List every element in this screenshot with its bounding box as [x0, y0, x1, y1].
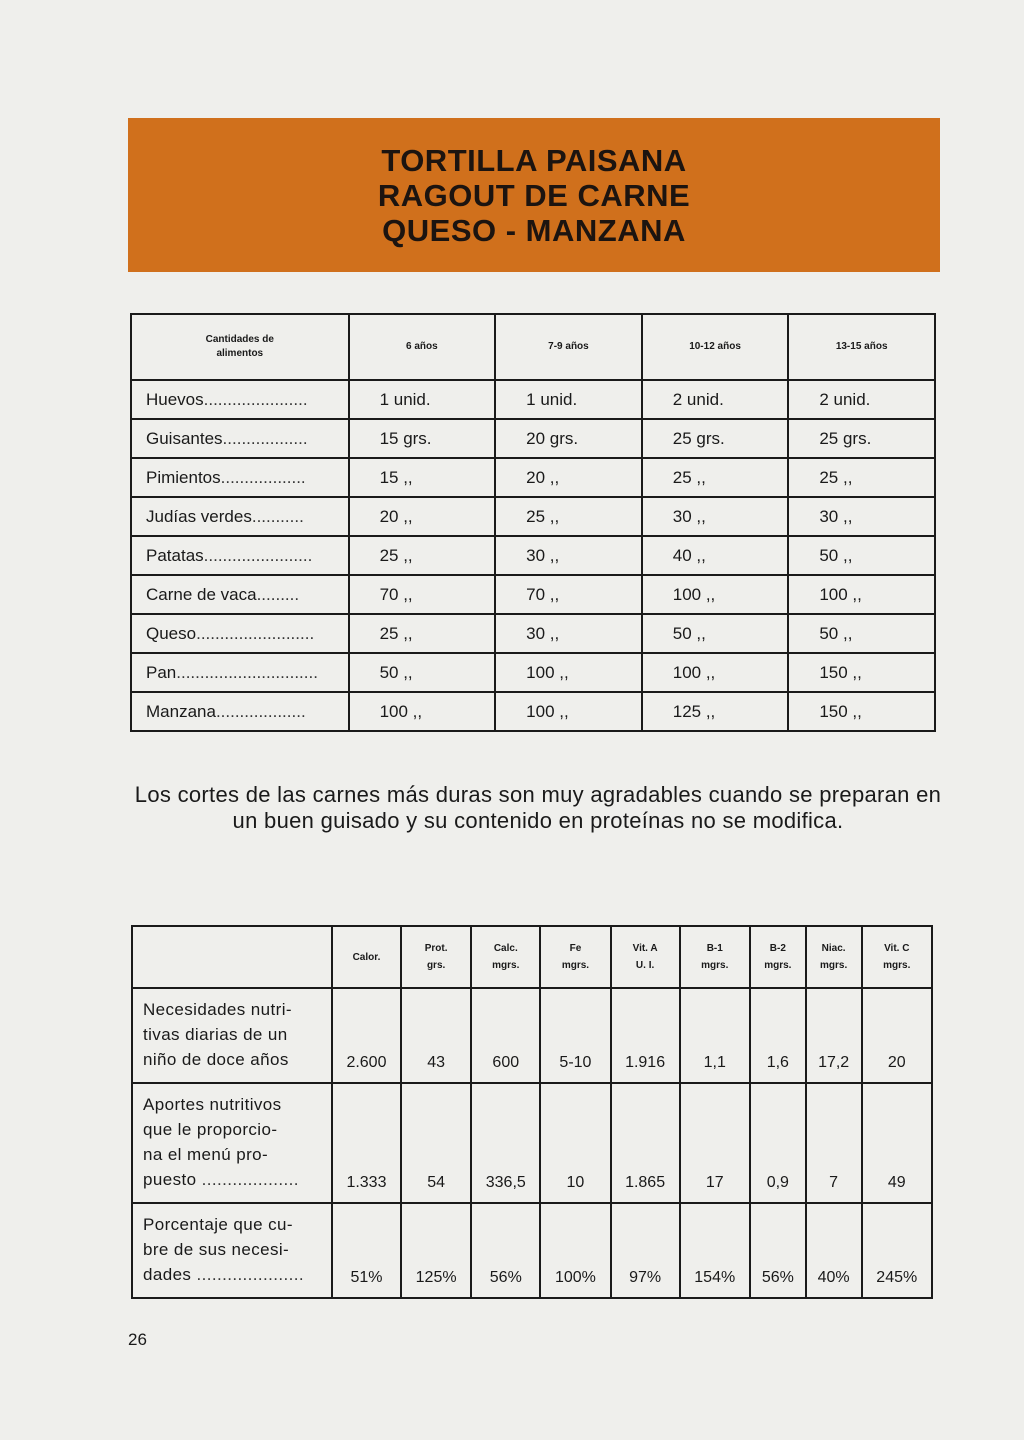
nutrition-value-cell: 100% [540, 1203, 610, 1298]
food-quantity-cell: 2 unid. [642, 380, 789, 419]
food-quantity-cell: 15 ,, [349, 458, 496, 497]
food-name-cell [131, 536, 349, 575]
nutrient-header: Prot. grs. [401, 926, 471, 988]
food-row [131, 458, 935, 497]
nutrition-row [132, 1203, 932, 1298]
label-line: Necesidades nutri- [143, 1000, 292, 1019]
nutrition-value-cell: 1,1 [680, 988, 750, 1083]
food-name-cell [131, 458, 349, 497]
food-quantity-cell: 50 ,, [349, 653, 496, 692]
food-name-cell [131, 497, 349, 536]
food-quantity-cell: 100 ,, [349, 692, 496, 731]
label-line: puesto [143, 1170, 197, 1189]
food-row [131, 692, 935, 731]
nutrition-value-cell: 56% [471, 1203, 540, 1298]
food-quantity-cell: 15 grs. [349, 419, 496, 458]
nutrient-header: Calc. mgrs. [471, 926, 540, 988]
leader-dots: ........... [251, 506, 304, 526]
food-quantity-cell: 100 ,, [642, 575, 789, 614]
nutrition-row [132, 988, 932, 1083]
leader-dots: ...................... [203, 389, 308, 409]
food-quantity-cell: 70 ,, [349, 575, 496, 614]
food-quantity-cell: 40 ,, [642, 536, 789, 575]
label-line: na el menú pro- [143, 1145, 269, 1164]
food-quantities-table [130, 313, 936, 732]
nutrient-header: Niac. mgrs. [806, 926, 862, 988]
nutrition-value-cell: 7 [806, 1083, 862, 1203]
nutrition-value-cell: 54 [401, 1083, 471, 1203]
leader-dots: ......... [256, 584, 300, 604]
leader-dots: .................. [222, 428, 308, 448]
food-quantity-cell: 25 grs. [642, 419, 789, 458]
leader-dots: ....................... [203, 545, 313, 565]
nutrient-header: B-1 mgrs. [680, 926, 750, 988]
nutrient-header: Vit. A U. I. [611, 926, 680, 988]
food-quantity-cell: 25 ,, [349, 536, 496, 575]
nutrition-value-cell: 5-10 [540, 988, 610, 1083]
food-name: Manzana [146, 701, 216, 721]
nutrition-row-label [132, 1203, 332, 1298]
food-row [131, 575, 935, 614]
nutrition-corner-cell [132, 926, 332, 988]
nutrition-table-header [132, 926, 932, 988]
nutrient-header: Vit. C mgrs. [862, 926, 932, 988]
food-quantity-cell: 150 ,, [788, 653, 935, 692]
label-line: Porcentaje que cu- [143, 1215, 293, 1234]
leader-dots: .................. [220, 467, 306, 487]
menu-title-line-3: QUESO - MANZANA [382, 212, 686, 248]
food-quantity-cell: 100 ,, [788, 575, 935, 614]
nutrition-value-cell: 20 [862, 988, 932, 1083]
food-name: Pimientos [146, 467, 221, 487]
nutrition-value-cell: 1.916 [611, 988, 680, 1083]
leader-dots: ......................... [196, 623, 315, 643]
menu-title-line-1: TORTILLA PAISANA [381, 142, 687, 178]
label-line: que le proporcio- [143, 1120, 278, 1139]
nutrition-value-cell: 125% [401, 1203, 471, 1298]
food-name: Huevos [146, 389, 204, 409]
food-quantity-cell: 20 ,, [495, 458, 642, 497]
age-header: 10-12 años [642, 314, 789, 380]
menu-title-banner [128, 118, 940, 272]
food-quantity-cell: 50 ,, [788, 614, 935, 653]
food-table-header [131, 314, 935, 380]
food-quantity-cell: 2 unid. [788, 380, 935, 419]
leader-dots: ..................... [196, 1265, 305, 1284]
food-name: Patatas [146, 545, 204, 565]
food-quantity-cell: 30 ,, [495, 536, 642, 575]
food-name: Carne de vaca [146, 584, 257, 604]
food-row [131, 536, 935, 575]
nutrition-value-cell: 97% [611, 1203, 680, 1298]
food-name-cell [131, 614, 349, 653]
food-quantity-cell: 25 grs. [788, 419, 935, 458]
leader-dots: ................... [215, 701, 306, 721]
food-quantity-cell: 25 ,, [788, 458, 935, 497]
label-line: bre de sus necesi- [143, 1240, 290, 1259]
nutrition-value-cell: 600 [471, 988, 540, 1083]
nutrition-value-cell: 1.333 [332, 1083, 401, 1203]
food-quantity-cell: 30 ,, [788, 497, 935, 536]
nutrient-header: Calor. [332, 926, 401, 988]
food-quantity-cell: 20 grs. [495, 419, 642, 458]
label-line: dades [143, 1265, 192, 1284]
nutrition-table [131, 925, 933, 1299]
nutrition-row-label [132, 988, 332, 1083]
food-quantity-cell: 25 ,, [642, 458, 789, 497]
label-line: niño de doce años [143, 1050, 289, 1069]
food-quantity-cell: 100 ,, [642, 653, 789, 692]
nutrition-value-cell: 43 [401, 988, 471, 1083]
nutrition-value-cell: 336,5 [471, 1083, 540, 1203]
nutrition-value-cell: 10 [540, 1083, 610, 1203]
food-quantity-cell: 25 ,, [349, 614, 496, 653]
food-quantity-cell: 1 unid. [495, 380, 642, 419]
nutrition-value-cell: 2.600 [332, 988, 401, 1083]
page-number: 26 [128, 1330, 147, 1349]
leader-dots: ................... [201, 1170, 299, 1189]
nutrition-value-cell: 49 [862, 1083, 932, 1203]
food-name-cell [131, 575, 349, 614]
food-quantity-cell: 100 ,, [495, 653, 642, 692]
food-table-label-header: Cantidades de alimentos [131, 314, 349, 380]
food-name-cell [131, 419, 349, 458]
food-quantity-cell: 50 ,, [642, 614, 789, 653]
food-row [131, 419, 935, 458]
food-name-cell [131, 380, 349, 419]
nutrition-value-cell: 17,2 [806, 988, 862, 1083]
food-name-cell [131, 653, 349, 692]
nutrition-value-cell: 1,6 [750, 988, 806, 1083]
nutrition-value-cell: 40% [806, 1203, 862, 1298]
food-quantity-cell: 30 ,, [495, 614, 642, 653]
food-row [131, 380, 935, 419]
food-quantity-cell: 25 ,, [495, 497, 642, 536]
nutrition-value-cell: 154% [680, 1203, 750, 1298]
age-header: 6 años [349, 314, 496, 380]
nutrition-value-cell: 56% [750, 1203, 806, 1298]
leader-dots: .............................. [176, 662, 318, 682]
label-line: Aportes nutritivos [143, 1095, 282, 1114]
food-name: Queso [146, 623, 197, 643]
food-quantity-cell: 150 ,, [788, 692, 935, 731]
food-name: Guisantes [146, 428, 223, 448]
food-quantity-cell: 20 ,, [349, 497, 496, 536]
food-quantity-cell: 50 ,, [788, 536, 935, 575]
nutrition-value-cell: 51% [332, 1203, 401, 1298]
food-row [131, 653, 935, 692]
nutrition-value-cell: 0,9 [750, 1083, 806, 1203]
nutrient-header: Fe mgrs. [540, 926, 610, 988]
nutrition-row-label [132, 1083, 332, 1203]
nutrition-value-cell: 245% [862, 1203, 932, 1298]
menu-title-line-2: RAGOUT DE CARNE [377, 177, 691, 213]
nutrition-row [132, 1083, 932, 1203]
food-row [131, 614, 935, 653]
food-quantity-cell: 70 ,, [495, 575, 642, 614]
age-header: 13-15 años [788, 314, 935, 380]
food-row [131, 497, 935, 536]
food-quantity-cell: 30 ,, [642, 497, 789, 536]
food-name: Judías verdes [146, 506, 252, 526]
nutrient-header: B-2 mgrs. [750, 926, 806, 988]
nutrition-value-cell: 1.865 [611, 1083, 680, 1203]
age-header: 7-9 años [495, 314, 642, 380]
label-line: tivas diarias de un [143, 1025, 288, 1044]
note-paragraph: Los cortes de las carnes más duras son muy agradables cuando se preparan en un buen guisado y su contenido en proteínas no se modifica. [134, 782, 942, 833]
food-quantity-cell: 100 ,, [495, 692, 642, 731]
food-name: Pan [146, 662, 177, 682]
food-quantity-cell: 1 unid. [349, 380, 496, 419]
nutrition-value-cell: 17 [680, 1083, 750, 1203]
food-name-cell [131, 692, 349, 731]
food-quantity-cell: 125 ,, [642, 692, 789, 731]
